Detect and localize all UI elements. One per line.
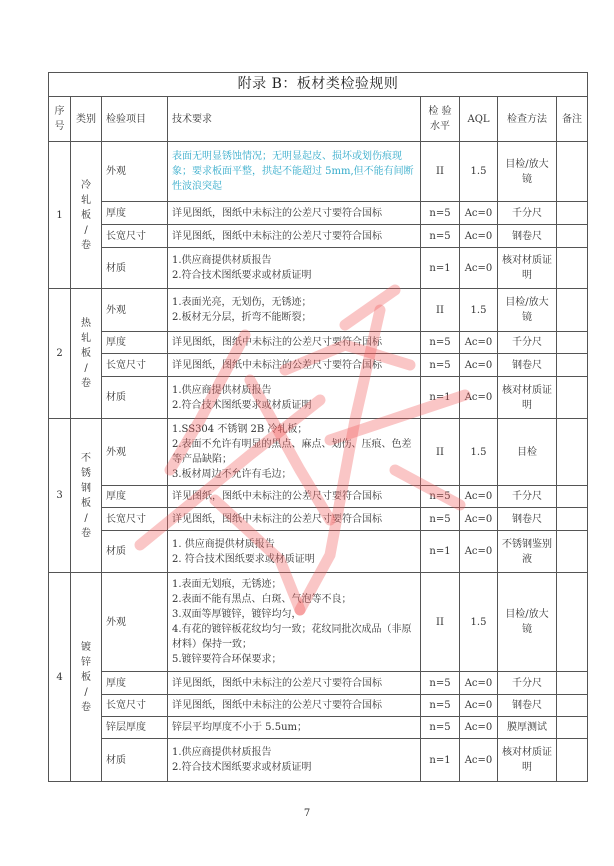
level-cell: n=5 <box>421 202 460 225</box>
aql-cell: Ac=0 <box>460 202 498 225</box>
item-cell: 材质 <box>102 739 168 782</box>
method-cell: 核对材质证明 <box>498 377 557 419</box>
method-cell: 不锈钢鉴别液 <box>498 531 557 573</box>
remark-cell <box>557 486 588 508</box>
page-title: 附录 B：板材类检验规则 <box>49 73 588 97</box>
level-cell: n=5 <box>421 508 460 531</box>
requirement-cell <box>168 419 421 486</box>
requirement-line: 锌层平均厚度不小于 5.5um； <box>172 722 308 733</box>
aql-cell: Ac=0 <box>460 486 498 508</box>
category-cell: 热 轧 板 / 卷 <box>71 289 102 419</box>
table-row <box>49 695 588 717</box>
aql-cell: Ac=0 <box>460 225 498 248</box>
level-cell: II <box>421 419 460 486</box>
remark-cell <box>557 202 588 225</box>
remark-cell <box>557 739 588 782</box>
header-requirement: 技术要求 <box>168 97 421 142</box>
level-cell: n=5 <box>421 695 460 717</box>
requirement-cell <box>168 225 421 248</box>
requirement-cell <box>168 202 421 225</box>
level-cell: n=5 <box>421 225 460 248</box>
table-row <box>49 508 588 531</box>
requirement-line: 2.表面不允许有明显的黑点、麻点、划伤、压痕、色差等产品缺陷； <box>172 439 412 465</box>
aql-cell: 1.5 <box>460 419 498 486</box>
requirement-line: 3.板材周边不允许有毛边； <box>172 469 292 480</box>
requirement-line: 详见图纸，图纸中未标注的公差尺寸要符合国标 <box>172 513 382 525</box>
requirement-line: 详见图纸，图纸中未标注的公差尺寸要符合国标 <box>172 337 382 348</box>
level-cell: n=1 <box>421 739 460 782</box>
requirement-line: 详见图纸，图纸中未标注的公差尺寸要符合国标 <box>172 700 382 711</box>
remark-cell <box>557 225 588 248</box>
table-row <box>49 142 588 202</box>
level-cell: II <box>421 573 460 672</box>
method-cell: 千分尺 <box>498 202 557 225</box>
item-cell: 厚度 <box>102 332 168 354</box>
requirement-cell <box>168 717 421 739</box>
requirement-line: 2. 符合技术图纸要求或材质证明 <box>172 553 315 565</box>
table-row <box>49 289 588 332</box>
method-cell: 核对材质证明 <box>498 248 557 289</box>
item-cell: 锌层厚度 <box>102 717 168 739</box>
level-cell: n=1 <box>421 531 460 573</box>
page-number: 7 <box>303 808 311 819</box>
remark-cell <box>557 354 588 377</box>
remark-cell <box>557 142 588 202</box>
header-item: 检验项目 <box>102 97 168 142</box>
header-remark: 备注 <box>557 97 588 142</box>
item-cell: 外观 <box>102 419 168 486</box>
table-row <box>49 377 588 419</box>
remark-cell <box>557 695 588 717</box>
aql-cell: Ac=0 <box>460 531 498 573</box>
requirement-cell <box>168 248 421 289</box>
header-level: 检 验 水平 <box>421 97 460 142</box>
table-row <box>49 672 588 695</box>
method-cell: 钢卷尺 <box>498 354 557 377</box>
requirement-cell <box>168 573 421 672</box>
table-row <box>49 717 588 739</box>
requirement-line: 2.板材无分层，折弯不能断裂； <box>172 312 312 323</box>
table-row <box>49 573 588 672</box>
requirement-line: 详见图纸，图纸中未标注的公差尺寸要符合国标 <box>172 230 382 242</box>
item-cell: 厚度 <box>102 202 168 225</box>
requirement-cell <box>168 508 421 531</box>
item-cell: 材质 <box>102 248 168 289</box>
level-cell: n=5 <box>421 672 460 695</box>
remark-cell <box>557 508 588 531</box>
item-cell: 长宽尺寸 <box>102 695 168 717</box>
requirement-line: 1.供应商提供材质报告 <box>172 384 272 396</box>
method-cell: 目检/放大镜 <box>498 573 557 672</box>
table-row <box>49 419 588 486</box>
category-cell: 镀 锌 板 / 卷 <box>71 573 102 782</box>
level-cell: n=1 <box>421 377 460 419</box>
method-cell: 千分尺 <box>498 332 557 354</box>
item-cell: 长宽尺寸 <box>102 508 168 531</box>
header-method: 检查方法 <box>498 97 557 142</box>
requirement-cell <box>168 289 421 332</box>
level-cell: n=5 <box>421 354 460 377</box>
remark-cell <box>557 248 588 289</box>
method-cell: 膜厚测试 <box>498 717 557 739</box>
remark-cell <box>557 672 588 695</box>
category-cell: 冷 轧 板 / 卷 <box>71 142 102 289</box>
table-row <box>49 225 588 248</box>
seq-cell: 1 <box>49 142 71 289</box>
requirement-cell <box>168 332 421 354</box>
remark-cell <box>557 289 588 332</box>
requirement-cell <box>168 672 421 695</box>
aql-cell: 1.5 <box>460 142 498 202</box>
requirement-line: 3.双面等厚镀锌，镀锌均匀， <box>172 609 302 620</box>
requirement-cell <box>168 354 421 377</box>
item-cell: 厚度 <box>102 486 168 508</box>
level-cell: II <box>421 142 460 202</box>
requirement-line: 2.表面不能有黑点、白斑、气泡等不良； <box>172 594 352 605</box>
table-row <box>49 531 588 573</box>
aql-cell: Ac=0 <box>460 354 498 377</box>
item-cell: 外观 <box>102 289 168 332</box>
method-cell: 千分尺 <box>498 486 557 508</box>
level-cell: II <box>421 289 460 332</box>
level-cell: n=5 <box>421 486 460 508</box>
category-cell: 不 锈 钢 板 / 卷 <box>71 419 102 573</box>
aql-cell: Ac=0 <box>460 672 498 695</box>
table-row <box>49 739 588 782</box>
aql-cell: Ac=0 <box>460 508 498 531</box>
requirement-line: 详见图纸，图纸中未标注的公差尺寸要符合国标 <box>172 677 382 689</box>
requirement-line: 4.有花的镀锌板花纹均匀一致；花纹同批次成品（非原材料）保持一致； <box>172 624 412 650</box>
remark-cell <box>557 573 588 672</box>
level-cell: n=5 <box>421 332 460 354</box>
requirement-cell <box>168 531 421 573</box>
requirement-cell <box>168 739 421 782</box>
method-cell: 钢卷尺 <box>498 225 557 248</box>
remark-cell <box>557 717 588 739</box>
requirement-line: 5.镀锌要符合环保要求； <box>172 654 282 665</box>
table-row <box>49 486 588 508</box>
aql-cell: Ac=0 <box>460 717 498 739</box>
aql-cell: Ac=0 <box>460 377 498 419</box>
seq-cell: 2 <box>49 289 71 419</box>
item-cell: 长宽尺寸 <box>102 354 168 377</box>
table-row <box>49 354 588 377</box>
inspection-rules-table <box>48 72 588 782</box>
aql-cell: Ac=0 <box>460 248 498 289</box>
requirement-line: 1.供应商提供材质报告 <box>172 255 272 266</box>
method-cell: 目检 <box>498 419 557 486</box>
header-category: 类别 <box>71 97 102 142</box>
requirement-cell <box>168 486 421 508</box>
item-cell: 厚度 <box>102 672 168 695</box>
requirement-line: 详见图纸，图纸中未标注的公差尺寸要符合国标 <box>172 359 382 371</box>
remark-cell <box>557 377 588 419</box>
method-cell: 目检/放大镜 <box>498 142 557 202</box>
remark-cell <box>557 531 588 573</box>
requirement-line: 详见图纸，图纸中未标注的公差尺寸要符合国标 <box>172 207 382 219</box>
aql-cell: 1.5 <box>460 289 498 332</box>
item-cell: 长宽尺寸 <box>102 225 168 248</box>
table-row <box>49 332 588 354</box>
method-cell: 钢卷尺 <box>498 508 557 531</box>
item-cell: 材质 <box>102 377 168 419</box>
requirement-cell <box>168 695 421 717</box>
seq-cell: 3 <box>49 419 71 573</box>
method-cell: 千分尺 <box>498 672 557 695</box>
requirement-line: 表面无明显锈蚀情况；无明显起皮、损坏或划伤痕现象；要求板面平整，拱起不能超过 5mm,但不能有间断性波浪突起 <box>172 151 414 192</box>
method-cell: 目检/放大镜 <box>498 289 557 332</box>
method-cell: 钢卷尺 <box>498 695 557 717</box>
requirement-line: 1.供应商提供材质报告 <box>172 747 272 758</box>
requirement-line: 1.表面光亮，无划伤，无锈迹； <box>172 297 312 308</box>
aql-cell: Ac=0 <box>460 332 498 354</box>
aql-cell: Ac=0 <box>460 739 498 782</box>
item-cell: 外观 <box>102 573 168 672</box>
aql-cell: 1.5 <box>460 573 498 672</box>
requirement-line: 2.符合技术图纸要求或材质证明 <box>172 399 312 411</box>
level-cell: n=1 <box>421 248 460 289</box>
requirement-line: 详见图纸，图纸中未标注的公差尺寸要符合国标 <box>172 491 382 502</box>
table-row <box>49 202 588 225</box>
level-cell: n=5 <box>421 717 460 739</box>
remark-cell <box>557 332 588 354</box>
requirement-line: 2.符合技术图纸要求或材质证明 <box>172 270 312 281</box>
item-cell: 材质 <box>102 531 168 573</box>
method-cell: 核对材质证明 <box>498 739 557 782</box>
requirement-line: 1.SS304 不锈钢 2B 冷轧板； <box>172 424 308 435</box>
aql-cell: Ac=0 <box>460 695 498 717</box>
requirement-line: 1.表面无划痕，无锈迹； <box>172 579 282 590</box>
table-header-row <box>49 97 588 142</box>
requirement-line: 1. 供应商提供材质报告 <box>172 538 275 550</box>
header-aql: AQL <box>460 97 498 142</box>
table-row <box>49 248 588 289</box>
requirement-line: 2.符合技术图纸要求或材质证明 <box>172 762 312 773</box>
item-cell: 外观 <box>102 142 168 202</box>
requirement-cell <box>168 142 421 202</box>
seq-cell: 4 <box>49 573 71 782</box>
header-seq: 序号 <box>49 97 71 142</box>
remark-cell <box>557 419 588 486</box>
requirement-cell <box>168 377 421 419</box>
